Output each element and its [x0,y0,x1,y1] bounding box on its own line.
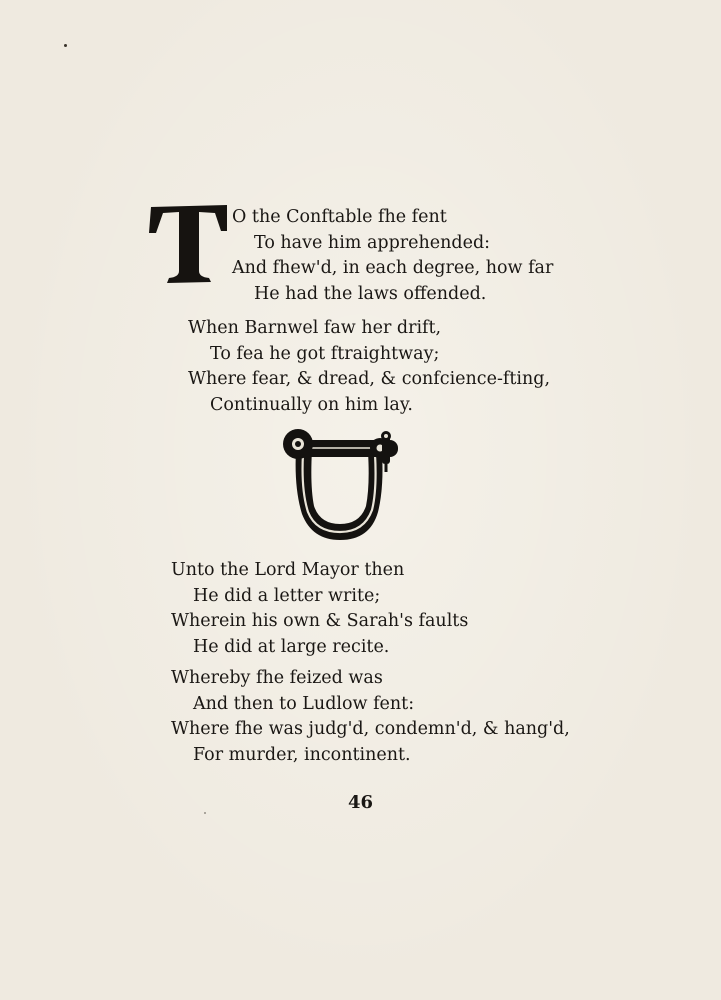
stanza-2 [188,316,550,418]
stanza-1-line-2: To have him apprehended: [254,232,491,253]
stanza-3-line-1: Unto the Lord Mayor then [171,560,405,580]
shackle-icon [282,428,404,544]
stanza-2-line-1: When Barnwel faw her drift, [188,318,442,338]
drop-cap-t [149,205,229,283]
stanza-3-line-4: He did at large recite. [193,636,390,657]
stanza-1-line-4: He had the laws offended. [254,283,487,304]
stanza-3-line-3: Wherein his own & Sarah's faults [171,611,469,631]
stanza-2-line-2: To fea he got ftraightway; [210,343,440,364]
stanza-1 [149,205,553,307]
page-number: 46 [347,792,374,813]
stanza-4-line-4: For murder, incontinent. [193,744,411,765]
stanza-4 [171,666,570,768]
stanza-4-line-2: And then to Ludlow fent: [193,693,415,714]
stanza-1-line-1: O the Conftable fhe fent [232,207,447,227]
stanza-2-line-4: Continually on him lay. [210,394,413,415]
paper-speck [64,44,67,47]
stanza-1-line-3: And fhew'd, in each degree, how far [232,258,554,278]
stanza-3 [171,558,468,660]
stanza-2-line-3: Where fear, & dread, & confcience-fting, [188,369,551,389]
stanza-4-line-3: Where fhe was judg'd, condemn'd, & hang'd, [171,719,570,739]
stanza-4-line-1: Whereby fhe feized was [171,668,383,688]
stanza-3-line-2: He did a letter write; [193,585,381,606]
